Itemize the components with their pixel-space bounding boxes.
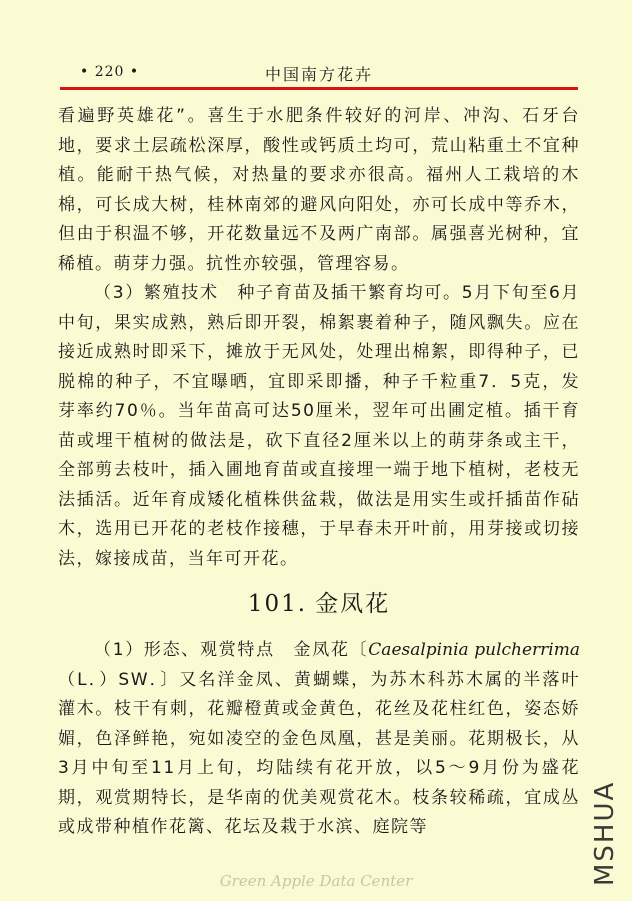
running-header: [60, 62, 578, 86]
morphology-lead: （1）形态、观赏特点 金凤花〔: [94, 640, 369, 660]
header-rule: [60, 87, 578, 90]
section-heading: [58, 582, 580, 626]
paragraph-propagation: （3）繁殖技术 种子育苗及插干繁育均可。5月下旬至6月中旬，果实成熟，熟后即开裂，棉絮裹着种子，随风飘失。应在接近成熟时即采下，摊放于无风处，处理出棉絮，即得种子，已脱棉的种子，不宜曝晒，宜即采即播，种子千粒重7．5克，发芽率约70％。当年苗高可达50厘米，翌年可出圃定植。插干育苗或埋干植树的做法是，砍下直径2厘米以上的萌芽条或主干，全部剪去枝叶，插入圃地育苗或直接埋一端于地下植树，老枝无法插活。近年育成矮化植株供盆栽，做法是用实生或扦插苗作砧木，选用已开花的老枝作接穗，于早春未开叶前，用芽接或切接法，嫁接成苗，当年可开花。: [58, 283, 580, 569]
section-title: 金凤花: [315, 591, 391, 617]
watermark-bottom: Green Apple Data Center: [219, 872, 413, 890]
page-body: [58, 102, 580, 843]
watermark-side: MSHUA: [590, 780, 620, 886]
morphology-text: （L．）SW．〕又名洋金凤、黄蝴蝶，为苏木科苏木属的半落叶灌木。枝干有刺，花瓣橙黄或金黄色，花丝及花柱红色，姿态娇媚，色泽鲜艳，宛如凌空的金色凤凰，甚是美丽。花期极长，从3月中旬至11月上旬，均陆续有花开放，以5～9月份为盛花期，观赏期特长，是华南的优美观赏花木。枝条较稀疏，宜成丛或成带种植作花篱、花坛及栽于水滨、庭院等: [58, 669, 580, 837]
page-number: • 220 •: [80, 64, 140, 80]
paragraph-continued: 看遍野英雄花”。喜生于水肥条件较好的河岸、冲沟、石牙台地，要求土层疏松深厚，酸性或钙质土均可，荒山粘重土不宜种植。能耐干热气候，对热量的要求亦很高。福州人工栽培的木棉，可长成大树，桂林南郊的避风向阳处，亦可长成中等乔木，但由于积温不够，开花数量远不及两广南部。属强喜光树种，宜稀植。萌芽力强。抗性亦较强，管理容易。: [58, 106, 580, 274]
running-title: 中国南方花卉: [264, 65, 373, 84]
paragraph-morphology: [58, 636, 580, 843]
latin-name: Caesalpinia pulcherrima: [368, 640, 580, 660]
section-number: 101.: [247, 591, 308, 617]
